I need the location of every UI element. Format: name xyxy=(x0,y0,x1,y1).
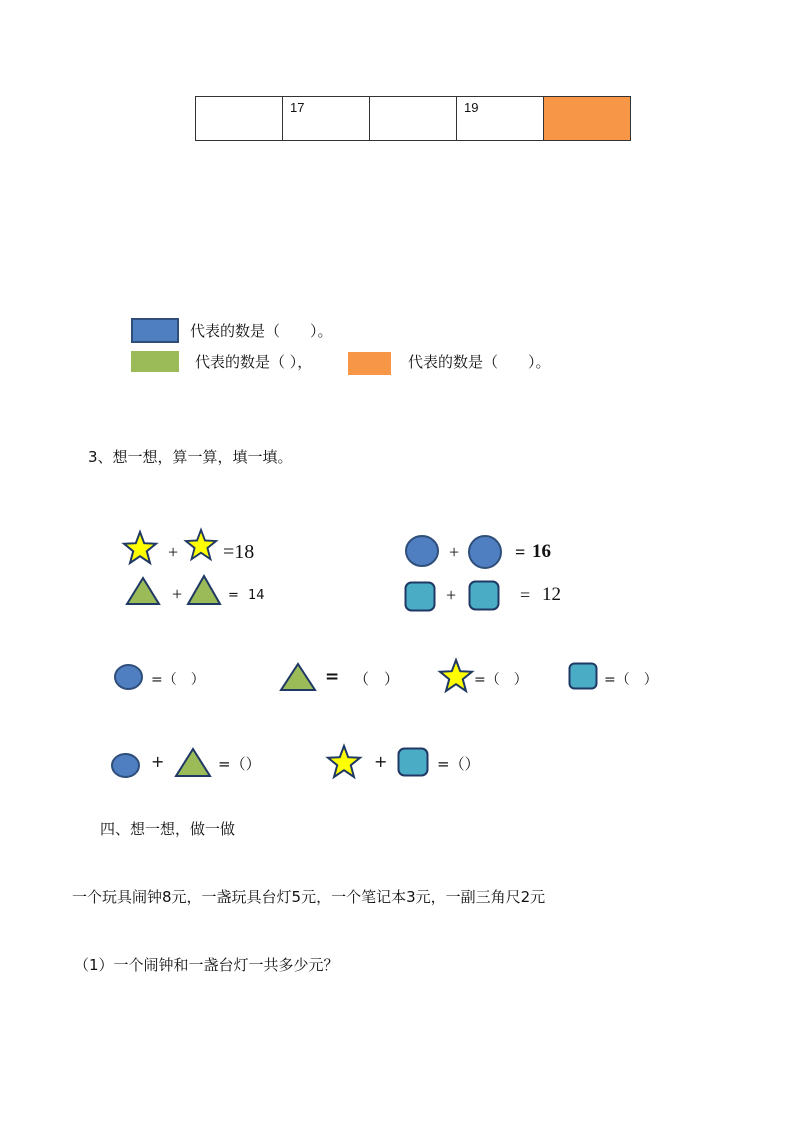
circle-icon xyxy=(404,534,440,568)
number-cell-orange xyxy=(544,97,631,141)
star-answer-blank[interactable]: =（ ） xyxy=(474,672,528,688)
triangle-answer-blank[interactable]: （ ） xyxy=(354,670,400,688)
star-icon xyxy=(438,658,474,694)
star-sum-result: =18 xyxy=(223,541,255,563)
number-table xyxy=(195,96,631,141)
number-cell: 19 xyxy=(457,97,544,141)
plus-sign: + xyxy=(446,585,457,605)
circle-icon xyxy=(113,663,144,691)
rounded-square-icon xyxy=(404,581,436,612)
circle-icon xyxy=(110,752,141,779)
equals-sign: = xyxy=(228,588,239,603)
rounded-square-icon xyxy=(397,747,429,777)
number-cell xyxy=(196,97,283,141)
plus-sign: + xyxy=(172,584,183,604)
circle-sum-value: 16 xyxy=(532,541,551,562)
star-icon xyxy=(122,530,158,566)
section-3-title: 3、想一想，算一算，填一填。 xyxy=(88,448,293,466)
plus-sign: + xyxy=(151,752,165,771)
circle-icon xyxy=(467,534,503,570)
number-cell: 17 xyxy=(283,97,370,141)
equals-sign: = xyxy=(515,542,526,562)
triangle-sum-value: 14 xyxy=(248,588,265,603)
triangle-icon xyxy=(279,662,317,692)
equals-sign: = xyxy=(520,585,531,605)
question-1: （1）一个闹钟和一盏台灯一共多少元？ xyxy=(74,956,339,974)
section-4-title: 四、想一想，做一做 xyxy=(100,820,236,838)
star-icon xyxy=(184,528,218,562)
combo1-answer-blank[interactable]: =（） xyxy=(218,755,261,773)
orange-rectangle-swatch xyxy=(348,352,391,375)
legend-blue-text: 代表的数是（ ）。 xyxy=(190,322,333,340)
equals-sign: = xyxy=(325,667,340,687)
plus-sign: + xyxy=(449,542,460,562)
triangle-icon xyxy=(174,747,212,778)
prices-paragraph: 一个玩具闹钟8元，一盏玩具台灯5元，一个笔记本3元，一副三角尺2元 xyxy=(72,888,546,906)
blue-rectangle-swatch xyxy=(131,318,179,343)
star-icon xyxy=(326,744,362,780)
triangle-icon xyxy=(186,574,222,606)
rounded-square-icon xyxy=(568,662,598,690)
triangle-icon xyxy=(125,576,161,606)
combo2-answer-blank[interactable]: =（） xyxy=(437,755,480,773)
green-rectangle-swatch xyxy=(131,351,179,372)
legend-green-text: 代表的数是（ ）， xyxy=(195,353,313,371)
square-sum-value: 12 xyxy=(542,584,561,605)
plus-sign: + xyxy=(374,752,388,771)
rounded-square-icon xyxy=(468,580,500,611)
square-answer-blank[interactable]: =（ ） xyxy=(604,672,658,688)
number-cell xyxy=(370,97,457,141)
plus-sign: + xyxy=(168,542,179,562)
legend-orange-text: 代表的数是（ ）。 xyxy=(408,353,551,371)
circle-answer-blank[interactable]: =（ ） xyxy=(151,672,205,688)
